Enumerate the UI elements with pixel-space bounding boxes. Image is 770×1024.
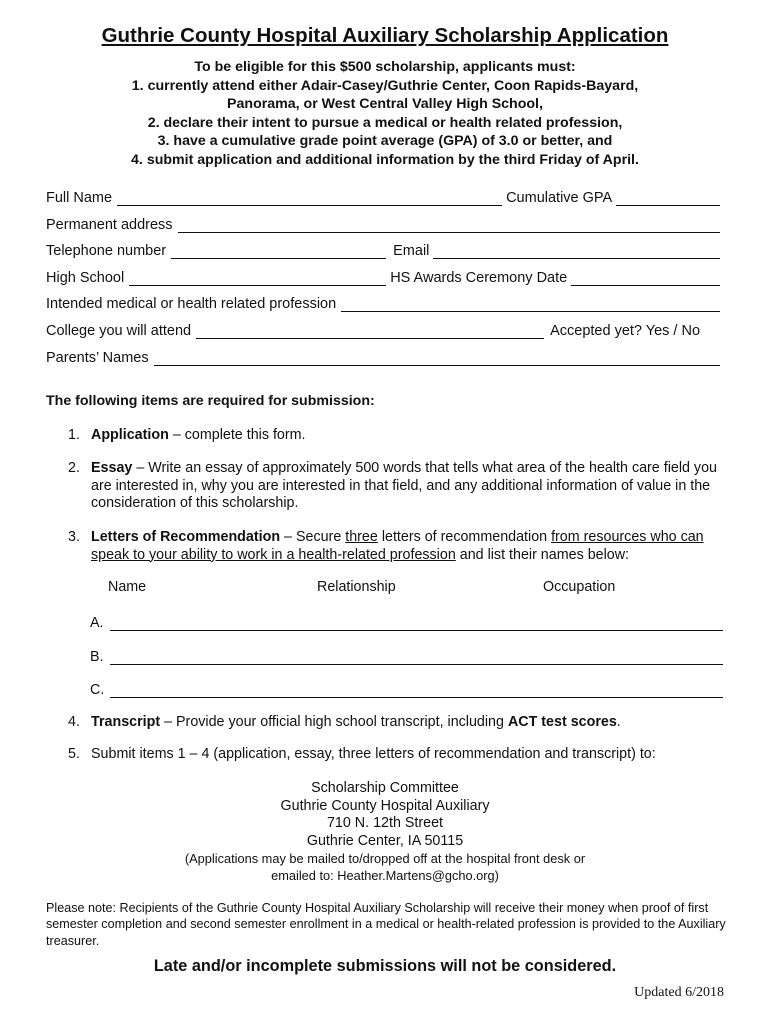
reference-occupation-header: Occupation: [543, 579, 616, 595]
submission-note-line: (Applications may be mailed to/dropped off at the hospital front desk or: [184, 851, 586, 866]
item-number: 5.: [68, 746, 80, 762]
item-text: – Provide your official high school transcript, including: [160, 714, 508, 730]
high-school-field[interactable]: [129, 271, 386, 286]
reference-relationship-header: Relationship: [317, 579, 396, 595]
gpa-label: Cumulative GPA: [506, 190, 613, 206]
item-text: – complete this form.: [168, 427, 306, 443]
reference-c-field[interactable]: [110, 683, 723, 698]
row-name-gpa: [46, 188, 720, 206]
profession-field[interactable]: [341, 297, 720, 312]
reference-name-header: Name: [108, 579, 147, 595]
reference-letter: B.: [90, 649, 104, 665]
accepted-label: Accepted yet? Yes / No: [550, 323, 701, 339]
high-school-label: High School: [46, 270, 125, 286]
recipient-note: Please note: Recipients of the Guthrie County Hospital Auxiliary Scholarship will receive their money when proof of first semester completion and second semester enrollment in a medical or health-related profession is provided to the Auxiliary treasurer.: [46, 901, 726, 948]
submission-note-line: emailed to: Heather.Martens@gcho.org): [271, 867, 499, 883]
telephone-field[interactable]: [171, 244, 386, 259]
item-text-underlined: from resources who can speak to your ability to work in a health-related profession: [91, 529, 704, 563]
row-parents: [46, 348, 720, 366]
reference-letter: C.: [90, 682, 105, 698]
item-title: Transcript: [91, 714, 161, 730]
item-text: – Write an essay of approximately 500 words that tells what area of the health care field you are interested in, why you are interested in that field, and any additional information of value in the consideration of this scholarship.: [91, 460, 717, 511]
item-number: 3.: [68, 529, 80, 545]
email-field[interactable]: [433, 244, 720, 259]
address-label: Permanent address: [46, 217, 173, 233]
list-item: [68, 460, 728, 513]
intro-line: Panorama, or West Central Valley High School,: [227, 96, 543, 112]
item-title: Letters of Recommendation: [91, 529, 281, 545]
eligibility-requirements: [0, 58, 770, 169]
updated-date: Updated 6/2018: [634, 985, 724, 1000]
gpa-field[interactable]: [616, 191, 720, 206]
intro-line: 3. have a cumulative grade point average (GPA) of 3.0 or better, and: [157, 133, 613, 149]
submission-note: [0, 851, 770, 884]
email-label: Email: [393, 243, 430, 259]
college-field[interactable]: [196, 324, 544, 339]
row-address: [46, 215, 720, 233]
intro-line: To be eligible for this $500 scholarship, applicants must:: [194, 59, 576, 75]
address-field[interactable]: [178, 218, 720, 233]
mailing-address: [0, 780, 770, 850]
address-line: Scholarship Committee: [311, 780, 459, 796]
address-line: Guthrie County Hospital Auxiliary: [280, 797, 490, 814]
item-text: – Secure: [280, 529, 346, 545]
item-number: 4.: [68, 714, 80, 730]
item-text: Submit items 1 – 4 (application, essay, three letters of recommendation and transcript) to:: [91, 746, 656, 762]
reference-row: [90, 680, 723, 698]
item-title: Essay: [91, 460, 133, 476]
college-label: College you will attend: [46, 323, 192, 339]
profession-label: Intended medical or health related profession: [46, 296, 337, 312]
address-line: Guthrie Center, IA 50115: [306, 832, 464, 849]
item-title: Application: [91, 427, 169, 443]
item-text-underlined: three: [345, 529, 378, 545]
address-line: 710 N. 12th Street: [326, 815, 444, 831]
intro-line: 4. submit application and additional information by the third Friday of April.: [131, 151, 639, 168]
reference-a-field[interactable]: [110, 616, 723, 631]
reference-b-field[interactable]: [110, 650, 723, 665]
awards-date-field[interactable]: [571, 271, 720, 286]
item-number: 1.: [68, 427, 80, 443]
page-title: Guthrie County Hospital Auxiliary Scholarship Application: [101, 24, 669, 47]
row-profession: [46, 294, 720, 312]
intro-line: 1. currently attend either Adair-Casey/Guthrie Center, Coon Rapids-Bayard,: [131, 77, 639, 94]
row-phone-email: [46, 241, 720, 259]
item-text-bold: ACT test scores: [507, 714, 617, 730]
reference-row: [90, 613, 723, 631]
list-item: [68, 714, 728, 732]
row-college: [46, 321, 720, 339]
item-text: and list their names below:: [455, 546, 630, 563]
item-text: .: [616, 714, 621, 730]
parents-field[interactable]: [154, 351, 720, 366]
awards-date-label: HS Awards Ceremony Date: [390, 270, 568, 286]
list-item: [68, 529, 728, 564]
full-name-label: Full Name: [46, 190, 113, 206]
reference-letter: A.: [90, 615, 104, 631]
list-item: [68, 746, 728, 764]
full-name-field[interactable]: [117, 191, 502, 206]
telephone-label: Telephone number: [46, 243, 167, 259]
item-text: letters of recommendation: [377, 529, 552, 545]
required-items-heading: The following items are required for submission:: [46, 393, 375, 409]
intro-line: 2. declare their intent to pursue a medical or health related profession,: [147, 114, 623, 131]
row-school-awards: [46, 268, 720, 286]
reference-row: [90, 647, 723, 665]
list-item: [68, 427, 728, 445]
late-submission-warning: Late and/or incomplete submissions will not be considered.: [153, 957, 617, 975]
item-number: 2.: [68, 460, 80, 476]
parents-label: Parents’ Names: [46, 350, 149, 366]
